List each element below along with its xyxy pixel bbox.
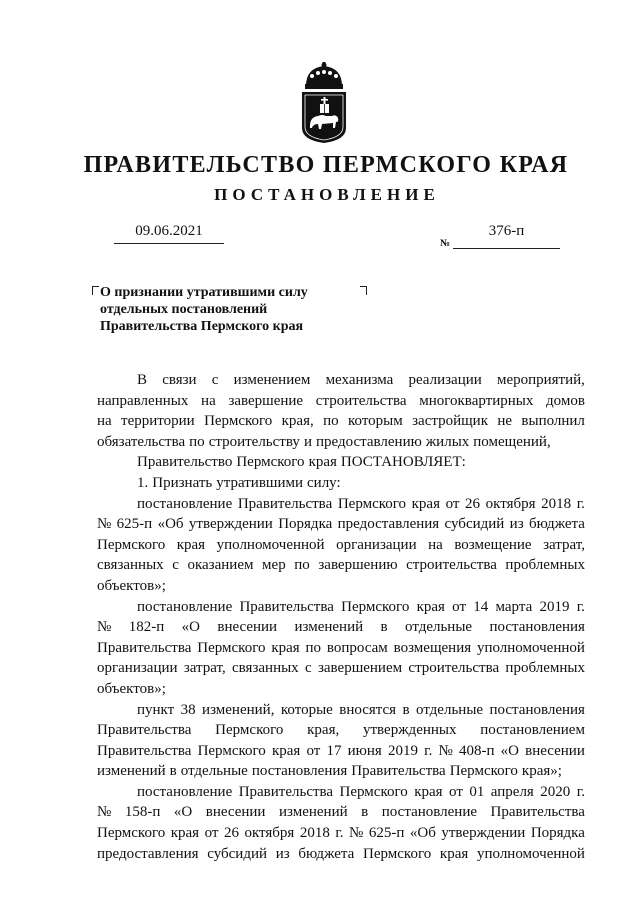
body-line: объектов»;: [97, 680, 166, 697]
document-number: 376-п: [488, 223, 525, 239]
body-line: связанных с оказанием мер по завершению строительства проблемных: [97, 557, 585, 574]
body-line: предоставления субсидий из бюджета Пермского края уполномоченной: [97, 845, 585, 862]
body-line: В связи с изменением механизма реализации мероприятий,: [137, 372, 585, 388]
subject-line: Правительства Пермского края: [100, 319, 304, 334]
org-title: ПРАВИТЕЛЬСТВО ПЕРМСКОГО КРАЯ: [83, 152, 569, 178]
body-line: постановление Правительства Пермского края от 26 октября 2018 г.: [137, 495, 585, 512]
body-line: на территории Пермского края, по которым застройщик не выполнил: [97, 413, 585, 430]
subject-corner-right: [360, 286, 367, 295]
date-underline: [114, 243, 224, 244]
body-line: № 158-п «О внесении изменений в постановление Правительства: [97, 804, 585, 821]
body-line: № 625-п «Об утверждении Порядка предоставления субсидий из бюджета: [97, 516, 585, 533]
document-type: ПОСТАНОВЛЕНИЕ: [214, 185, 440, 204]
document-subject: [100, 284, 360, 335]
number-underline: [453, 248, 560, 249]
body-line: Правительство Пермского края ПОСТАНОВЛЯЕТ:: [137, 454, 466, 471]
perm-krai-coat-of-arms-icon: [298, 62, 350, 144]
document-body: [97, 370, 585, 864]
subject-line: отдельных постановлений: [100, 302, 268, 317]
body-line: Пермского края уполномоченной организации на возмещение затрат,: [97, 536, 585, 553]
body-line: постановление Правительства Пермского края от 01 апреля 2020 г.: [137, 783, 585, 800]
body-line: пункт 38 изменений, которые вносятся в отдельные постановления: [137, 701, 585, 718]
body-line: постановление Правительства Пермского края от 14 марта 2019 г.: [137, 598, 585, 615]
body-line: Правительства Пермского края, утвержденных постановлением: [97, 722, 585, 739]
body-line: 1. Признать утратившими силу:: [137, 474, 341, 491]
body-line: обязательства по строительству и предоставлению жилых помещений,: [97, 433, 551, 450]
body-line: направленных на завершение строительства многоквартирных домов: [97, 392, 585, 409]
document-date: 09.06.2021: [135, 223, 203, 239]
body-line: Правительства Пермского края от 17 июня 2019 г. № 408-п «О внесении: [97, 742, 585, 759]
body-line: изменений в отдельные постановления Правительства Пермского края»;: [97, 763, 562, 780]
body-line: Пермского края от 26 октября 2018 г. № 625-п «Об утверждении Порядка: [97, 825, 585, 842]
subject-line: О признании утратившими силу: [100, 285, 308, 300]
body-line: Правительства Пермского края по вопросам возмещения уполномоченной: [97, 639, 585, 656]
body-line: № 182-п «О внесении изменений в отдельные постановления: [97, 619, 585, 636]
body-line: объектов»;: [97, 577, 166, 594]
subject-corner-left: [92, 286, 99, 295]
body-line: организации затрат, связанных с завершением строительства проблемных: [97, 660, 585, 677]
number-label: №: [440, 238, 451, 249]
